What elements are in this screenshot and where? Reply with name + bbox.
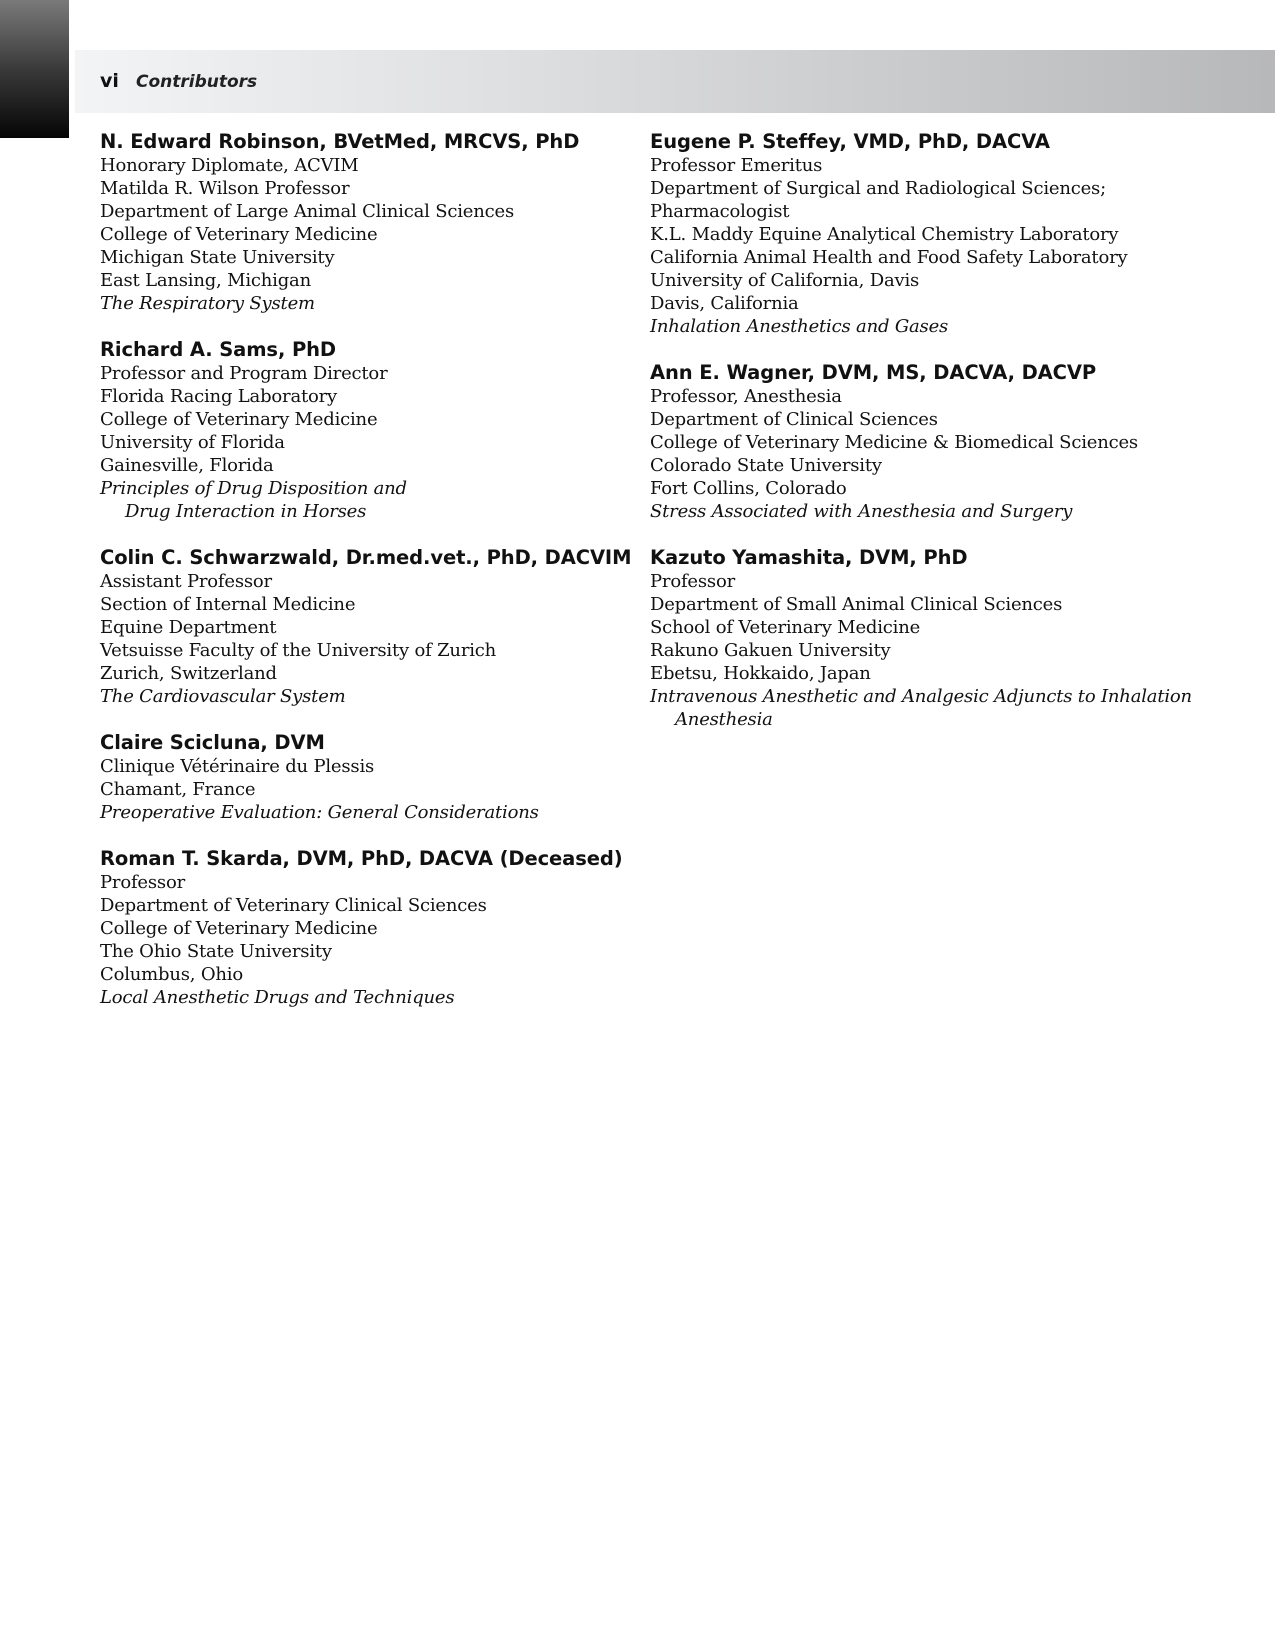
contributor-name: Kazuto Yamashita, DVM, PhD	[650, 546, 968, 569]
affiliation-line: Matilda R. Wilson Professor	[100, 178, 350, 199]
affiliation-line: Clinique Vétérinaire du Plessis	[100, 756, 375, 777]
chapter-title-line: The Respiratory System	[100, 293, 315, 314]
contributor-entry	[100, 338, 645, 523]
affiliation-line: College of Veterinary Medicine	[100, 918, 378, 939]
affiliation-line: Professor and Program Director	[100, 363, 388, 384]
contributor-name: Roman T. Skarda, DVM, PhD, DACVA (Deceased)	[100, 847, 623, 870]
contributor-name: Eugene P. Steffey, VMD, PhD, DACVA	[650, 130, 1050, 153]
chapter-title-line: Local Anesthetic Drugs and Techniques	[100, 987, 455, 1008]
corner-thumb-tab	[0, 0, 69, 138]
chapter-title-line: Anesthesia	[675, 709, 773, 730]
contributor-entry	[100, 546, 645, 708]
chapter-title-line: Inhalation Anesthetics and Gases	[650, 316, 949, 337]
chapter-title-line: Drug Interaction in Horses	[125, 501, 367, 522]
affiliation-line: Equine Department	[100, 617, 277, 638]
contributor-name: N. Edward Robinson, BVetMed, MRCVS, PhD	[100, 130, 580, 153]
affiliation-line: Professor Emeritus	[650, 155, 823, 176]
affiliation-line: Florida Racing Laboratory	[100, 386, 338, 407]
affiliation-line: Department of Large Animal Clinical Sciences	[100, 201, 514, 222]
affiliation-line: Department of Veterinary Clinical Sciences	[100, 895, 487, 916]
affiliation-line: Department of Surgical and Radiological Sciences;	[650, 178, 1106, 199]
page-number: vi	[100, 70, 119, 92]
affiliation-line: School of Veterinary Medicine	[650, 617, 921, 638]
chapter-title	[650, 315, 1270, 338]
affiliation-line: K.L. Maddy Equine Analytical Chemistry Laboratory	[650, 224, 1119, 245]
contributor-entry	[650, 130, 1270, 338]
chapter-title	[100, 801, 645, 824]
contributor-name: Claire Scicluna, DVM	[100, 731, 325, 754]
affiliation-line: Gainesville, Florida	[100, 455, 274, 476]
affiliation-line: Chamant, France	[100, 779, 256, 800]
chapter-title-line: Preoperative Evaluation: General Considerations	[100, 802, 539, 823]
contributor-entry	[650, 546, 1270, 731]
affiliation-line: Colorado State University	[650, 455, 882, 476]
affiliation-line: Pharmacologist	[650, 201, 790, 222]
affiliation-line: Honorary Diplomate, ACVIM	[100, 155, 359, 176]
left-column	[100, 130, 645, 1032]
chapter-title	[100, 986, 645, 1009]
affiliation-line: California Animal Health and Food Safety Laboratory	[650, 247, 1128, 268]
contributor-entry	[100, 731, 645, 824]
affiliation-line: Professor, Anesthesia	[650, 386, 842, 407]
chapter-title-line: The Cardiovascular System	[100, 686, 346, 707]
affiliation-line: Zurich, Switzerland	[100, 663, 277, 684]
chapter-title	[100, 477, 645, 523]
chapter-title-line: Intravenous Anesthetic and Analgesic Adjuncts to Inhalation	[650, 686, 1192, 707]
affiliation-line: Davis, California	[650, 293, 799, 314]
affiliation-line: College of Veterinary Medicine	[100, 224, 378, 245]
chapter-title	[100, 292, 645, 315]
affiliation-line: University of Florida	[100, 432, 285, 453]
affiliation-line: Professor	[100, 872, 185, 893]
affiliation-line: College of Veterinary Medicine & Biomedical Sciences	[650, 432, 1138, 453]
contributor-name: Ann E. Wagner, DVM, MS, DACVA, DACVP	[650, 361, 1097, 384]
chapter-title-line: Principles of Drug Disposition and	[100, 478, 407, 499]
affiliation-line: Fort Collins, Colorado	[650, 478, 847, 499]
right-column	[650, 130, 1270, 754]
chapter-title	[100, 685, 645, 708]
running-head: Contributors	[136, 72, 258, 92]
affiliation-line: Columbus, Ohio	[100, 964, 243, 985]
affiliation-line: Department of Clinical Sciences	[650, 409, 938, 430]
affiliation-line: The Ohio State University	[100, 941, 332, 962]
affiliation-line: College of Veterinary Medicine	[100, 409, 378, 430]
contributor-entry	[100, 847, 645, 1009]
chapter-title	[650, 685, 1270, 731]
contributor-entry	[100, 130, 645, 315]
affiliation-line: Assistant Professor	[100, 571, 272, 592]
affiliation-line: Rakuno Gakuen University	[650, 640, 891, 661]
affiliation-line: Ebetsu, Hokkaido, Japan	[650, 663, 871, 684]
affiliation-line: Vetsuisse Faculty of the University of Zurich	[100, 640, 497, 661]
contributor-entry	[650, 361, 1270, 523]
affiliation-line: University of California, Davis	[650, 270, 920, 291]
affiliation-line: Department of Small Animal Clinical Sciences	[650, 594, 1063, 615]
contributor-name: Colin C. Schwarzwald, Dr.med.vet., PhD, DACVIM	[100, 546, 632, 569]
contributor-name: Richard A. Sams, PhD	[100, 338, 336, 361]
chapter-title	[650, 500, 1270, 523]
chapter-title-line: Stress Associated with Anesthesia and Surgery	[650, 501, 1073, 522]
affiliation-line: East Lansing, Michigan	[100, 270, 311, 291]
affiliation-line: Michigan State University	[100, 247, 335, 268]
affiliation-line: Professor	[650, 571, 735, 592]
affiliation-line: Section of Internal Medicine	[100, 594, 356, 615]
